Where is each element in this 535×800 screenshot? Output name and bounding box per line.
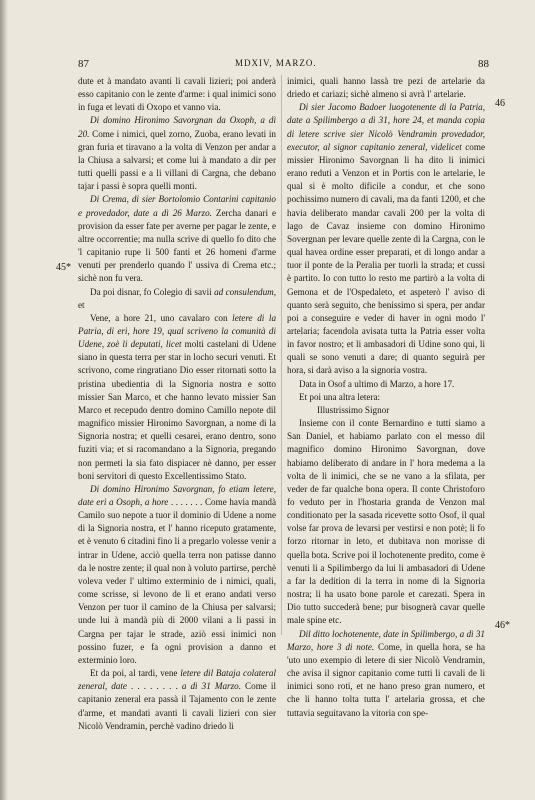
italic-heading: Di Crema, di sier Bortolomio Contarini capitanio e provedador, date a dì 26 Marzo. bbox=[78, 194, 276, 218]
italic-phrase: a dì 31 Marzo. bbox=[181, 681, 241, 692]
paragraph bbox=[78, 286, 276, 312]
italic-phrase: ad consulendum, bbox=[214, 286, 277, 297]
paragraph-text: Da poi disnar, fo Colegio di savii bbox=[90, 286, 215, 297]
italic-heading: Di domino Hironimo Savorgnan da Oxoph, a dì 20. bbox=[78, 115, 276, 139]
paragraph-text: Vene, a hore 21, uno cavalaro con bbox=[90, 312, 233, 323]
margin-number-right-first: 46 bbox=[495, 98, 505, 109]
paragraph bbox=[78, 193, 276, 285]
running-title: MDXIV, MARZO. bbox=[235, 58, 317, 68]
paragraph-text: Come havia mandà Camilo suo nepote a tuor il dominio di Udene a nome di la Signoria nostra, et l' hanno riceputo gratamente, et è venuto 6 citadini fino li a pregarlo volesse venir a intrar in Udene, acciò quella terra non patisse danno da le nostre zente; il qual non à voluto partirse, perchè voleva veder l' ultimo exterminio de i nimici, quali, come scrisse, si levono de li et erano andati verso Venzon per tuor il camino de la Chiusa per salvarsi; unde lui à mandà più di 2000 vilani a li passi in Cargna per tajar le strade, aziò essi inimici non possino fuzer, e fa ogni provision a danno et exterminio loro. bbox=[78, 497, 276, 665]
italic-heading: Dil ditto lochotenente, date in Spilimbergo, a dì 31 Marzo, hore 3 di note. bbox=[287, 628, 485, 652]
paragraph: Et poi una altra letera: bbox=[299, 391, 381, 402]
running-header bbox=[0, 58, 535, 72]
paragraph bbox=[78, 114, 276, 193]
salutation: Illustrissimo Signor bbox=[317, 404, 390, 415]
paragraph bbox=[78, 667, 276, 733]
paragraph-text: Come il capitanio zeneral era passà il Tajamento con le zente d'arme, et mandati avanti li cavali lizieri con sier Nicolò Vendramin, perchè vadino driedo li bbox=[78, 681, 276, 731]
paragraph-text: Et da poi, al tardi, vene bbox=[90, 668, 181, 679]
paragraph: Data in Osof a ultimo di Marzo, a hore 17. bbox=[299, 378, 455, 389]
page-gutter-shadow bbox=[0, 0, 8, 800]
italic-phrase: letere di la Patria, di eri, hore 19, qual scriveno la comunità di Udene, zoè li deputati, licet bbox=[78, 312, 277, 350]
paragraph: inimici, quali hanno lassà tre pezi de artelarie da driedo et cariazi; sichè almeno si avrà l' artelarie. bbox=[287, 76, 485, 100]
paragraph bbox=[287, 101, 485, 377]
dot-leader: . . . . . . . . bbox=[126, 681, 182, 692]
column-divider bbox=[281, 75, 282, 635]
page-number-right: 88 bbox=[478, 58, 489, 70]
margin-number-left: 45* bbox=[56, 262, 71, 273]
paragraph: dute et à mandato avanti li cavali lizieri; poi anderà esso capitanio con le zente d'arme: i qual inimici sono in fuga et levati di Oxopo et vanno via. bbox=[78, 76, 276, 113]
page-number-left: 87 bbox=[78, 58, 89, 70]
italic-heading: Di sier Jacomo Badoer luogotenente di la Patria, date a Spilimbergo a dì 31, hore 24, et manda copia di letere scrive sier Nicolò Vendramin provedador, executor, al signor capitanio zeneral, videlicet bbox=[287, 102, 485, 152]
paragraph-text: come missier Hironimo Savorgnan li ha dito li inimici erano reduti a Venzon et in Portis con le artelarie, le qual si è molto dificile a condur, et che sono pochissimo numero di cavali, ma da fanti 1200, et che havia deliberato mandar cavali 200 per la volta di lago de Cavaz insieme con domino Hironimo Sovergnan per levare quelle zente di la Cargna, con le qual havea ordine esser preparati, et di longo andar a tuor il ponte de la Peralia per tuorli la strada; et cussì è partito. Io con tutto lo resto me partirò a la volta di Gemona et de l'Ospedaleto, et aspeterò l' aviso di quanto serà seguito, che benissimo si spera, per andar poi a conseguire e veder di haver in ogni modo l' artelaria; facendola avisata tutta la Patria esser volta in favor nostro; et li ambasadori di Udine sono qui, li quali se sono venuti a dare; di quanto seguirà per hora, si darà aviso a la signoria vostra. bbox=[287, 141, 485, 376]
paragraph bbox=[78, 483, 276, 667]
paragraph-text: Zercha danari e provision da esser fate per averne per pagar le zente, e altre occorrentie; ma nulla scrive di quello fo dito che 'l capitanio rupe li 500 fanti et 26 homeni d'arme venuti per prenderlo quando l' ussiva di Crema etc.; sichè non fu vera. bbox=[78, 207, 276, 284]
paragraph bbox=[287, 628, 485, 720]
right-column bbox=[287, 75, 485, 720]
italic-heading: Di domino Hironimo Savorgnan, fo etiam letere, date eri a Osoph, a hore bbox=[78, 483, 276, 507]
paragraph: Insieme con il conte Bernardino e tutti siamo a San Daniel, et habiamo parlato con el messo dil magnifico domino Hironimo Savorgnan, dove habiamo deliberato di andare in l' hora medema a la volta de li inimici, che se ne vano a la sfilata, per veder de far qualche bona opera. Il conte Christoforo fo veduto per in l'hostaria granda de Venzon mal conditionato per la sasada ricevette sotto Osof, il qual volse far prova de levarsi per vestirsi e non potè; li fo forzo ritornar in leto, et dubitava non morisse di quella bota. Scrive poi il lochotenente predito, come è venuti li a Spilimbergo da lui li ambasadori di Udene a far la dedition di la terra in nome di la Signoria nostra; li ha usato bone parole et carezati. Spera in Dio tutto succederà bene; pur bisognerà cavar quelle male spine etc. bbox=[287, 418, 485, 626]
paragraph-text: molti castelani di Udene siano in questa terra per star in locho securi venuti. Et scrivono, come ringratiano Dio esser ritornati sotto la pristina ubedientia di la Signoria nostra e sotto missier San Marco, et che hanno levato missier San Marco et recepudo dentro domino Camillo nepote dil magnifico missier Hironimo Savorgnan, a nome di la Signoria nostra; et quelli cesarei, erano dentro, sono fuziti via; et si racomandano a la Signoria, pregando non permeti la sia fato dispiacer nè danno, per esser boni servitori di questo Excellentissimo Stato. bbox=[78, 339, 276, 481]
paragraph bbox=[78, 312, 276, 483]
italic-phrase: letere dil Bataja colateral zeneral, date bbox=[78, 668, 276, 692]
margin-number-right-second: 46* bbox=[495, 620, 510, 631]
dot-leader: . . . . . . . bbox=[168, 497, 205, 507]
paragraph-text: Come i nimici, quel zorno, Zuoba, erano levati in gran furia et tiravano a la volta di Venzon per andar a la Chiusa a salvarsi; et come lui à mandato a dir per tutti quelli passi e a li villani di Cargna, che debano tajar i passi è sopra quelli monti. bbox=[78, 128, 276, 192]
left-column bbox=[78, 75, 276, 733]
paragraph-text: et bbox=[78, 299, 85, 310]
paragraph-text: Come, in quella hora, se ha 'uto uno exempio di letere di sier Nicolò Vendramin, che avisa il signor capitanio come tutti li cavali de li inimici sono roti, et ne hano preso gran numero, et che li hanno tolta tutta l' artelaria grossa, et che tuttavia seguitavano la vitoria con spe- bbox=[287, 641, 485, 718]
